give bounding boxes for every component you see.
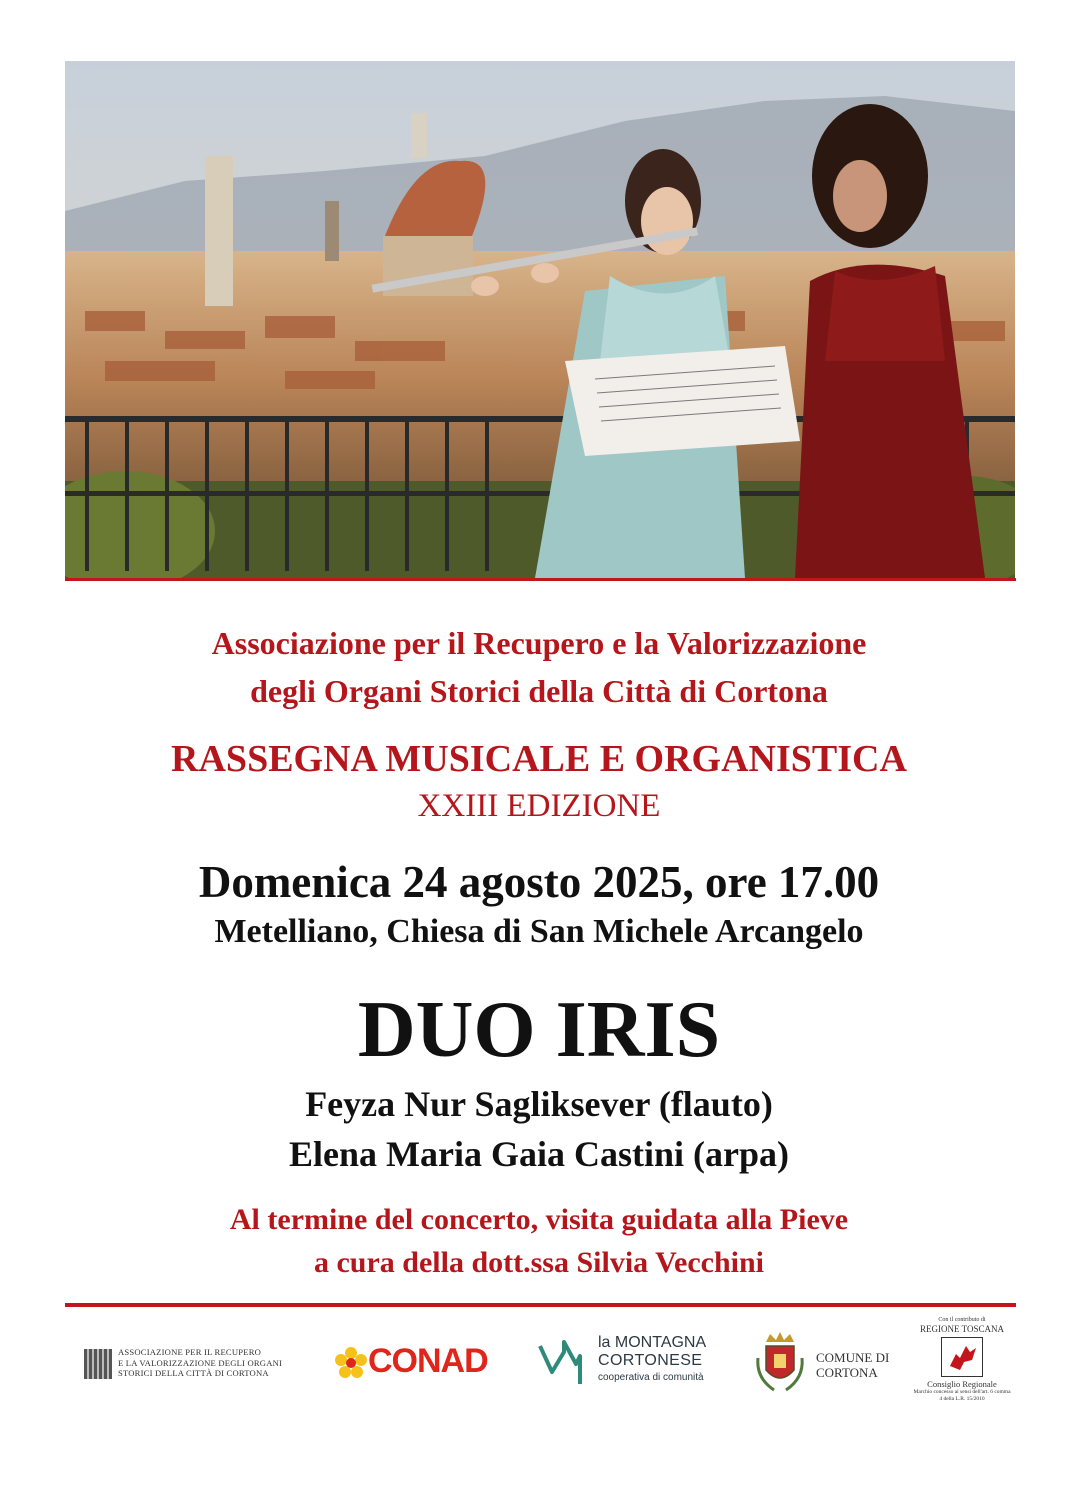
organ-pipes-icon bbox=[84, 1349, 112, 1379]
bottom-divider bbox=[65, 1303, 1016, 1307]
montagna-cortonese-logo bbox=[536, 1334, 736, 1392]
city-crest-icon bbox=[752, 1328, 808, 1396]
regione-toscana-logo bbox=[912, 1316, 1012, 1402]
conad-wordmark: CONAD bbox=[368, 1342, 488, 1380]
rassegna-title: RASSEGNA MUSICALE E ORGANISTICA bbox=[171, 738, 907, 780]
event-photo bbox=[65, 61, 1015, 578]
mountain-m-icon bbox=[536, 1338, 592, 1388]
marchio-note: Marchio concesso ai sensi dell'art. 6 comma 4 della L.R. 15/2010 bbox=[913, 1389, 1011, 1402]
comune-cortona-logo bbox=[752, 1328, 902, 1398]
guided-visit-curator: a cura della dott.ssa Silvia Vecchini bbox=[313, 1246, 765, 1279]
assoc-logo-line3: STORICI DELLA CITTÀ DI CORTONA bbox=[118, 1368, 269, 1378]
association-name-line1: Associazione per il Recupero e la Valorizzazione bbox=[211, 625, 867, 661]
comune-line2: CORTONA bbox=[816, 1365, 878, 1380]
consiglio-regionale-label: Consiglio Regionale bbox=[927, 1379, 997, 1389]
assoc-logo-line1: ASSOCIAZIONE PER IL RECUPERO bbox=[118, 1347, 262, 1357]
conad-logo bbox=[334, 1340, 504, 1384]
ensemble-name: DUO IRIS bbox=[357, 986, 721, 1074]
association-logo bbox=[84, 1347, 294, 1381]
regione-contributo-label: Con il contributo di bbox=[938, 1317, 986, 1323]
guided-visit-note: Al termine del concerto, visita guidata alla Pieve bbox=[229, 1203, 849, 1236]
edition-label: XXIII EDIZIONE bbox=[417, 788, 661, 824]
top-divider bbox=[65, 578, 1016, 581]
comune-text bbox=[816, 1350, 889, 1380]
montagna-line3: cooperativa di comunità bbox=[598, 1372, 704, 1383]
assoc-logo-line2: E LA VALORIZZAZIONE DEGLI ORGANI bbox=[118, 1357, 283, 1368]
event-date-time: Domenica 24 agosto 2025, ore 17.00 bbox=[198, 857, 880, 907]
sponsor-logos bbox=[0, 1317, 1078, 1460]
performers-photo-illustration bbox=[65, 61, 1015, 578]
montagna-line1: la MONTAGNA bbox=[598, 1334, 707, 1351]
event-venue: Metelliano, Chiesa di San Michele Arcangelo bbox=[214, 913, 864, 950]
performer-harp: Elena Maria Gaia Castini (arpa) bbox=[289, 1134, 789, 1174]
montagna-line2: CORTONESE bbox=[598, 1352, 703, 1369]
performer-flute: Feyza Nur Sagliksever (flauto) bbox=[305, 1084, 773, 1124]
pegasus-flag-icon bbox=[941, 1337, 983, 1377]
daisy-icon bbox=[334, 1346, 368, 1380]
regione-name: REGIONE TOSCANA bbox=[920, 1324, 1004, 1334]
association-logo-text bbox=[118, 1347, 282, 1379]
association-name-line2: degli Organi Storici della Città di Cortona bbox=[250, 673, 828, 709]
comune-line1: COMUNE DI bbox=[816, 1350, 890, 1365]
